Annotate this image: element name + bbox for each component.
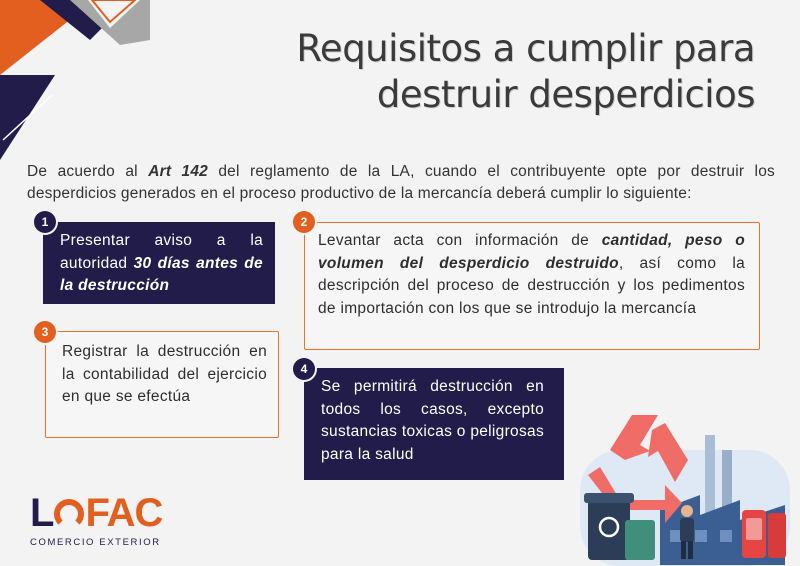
step-1-text: Presentar aviso a la autoridad (60, 232, 263, 272)
step-1-card (43, 222, 275, 304)
intro-pre: De acuerdo al (27, 163, 149, 180)
title-line-2: destruir desperdicios (376, 73, 755, 116)
logo (30, 493, 162, 548)
step-4-card (304, 368, 564, 480)
logo-tagline: COMERCIO EXTERIOR (30, 537, 161, 548)
step-4-number: 4 (293, 358, 315, 380)
logo-letter-l: L (30, 491, 54, 535)
step-2-number: 2 (293, 211, 315, 233)
logo-o-ring-icon (54, 499, 84, 529)
step-4-text: Se permitirá destrucción en todos los casos, excepto sustancias toxicas o peligrosas para la salud (321, 378, 544, 463)
step-3-text: Registrar la destrucción en la contabilidad del ejercicio en que se efectúa (62, 343, 267, 405)
recycling-illustration (570, 405, 800, 566)
step-2-card (304, 222, 760, 350)
step-2-post: , así como la descripción del proceso de destrucción y los pedimentos de importación con los que se introdujo la mercancía (318, 254, 745, 317)
step-1-number: 1 (34, 211, 56, 233)
step-3-card (45, 331, 279, 438)
step-2-bold: cantidad, peso o volumen del desperdicio destruido (318, 232, 745, 272)
step-2-text: Levantar acta con información de (318, 232, 602, 249)
green-bin-icon (625, 520, 655, 560)
logo-fac: FAC (85, 491, 163, 535)
corner-decoration (0, 0, 160, 170)
intro-paragraph (27, 161, 775, 205)
title-line-1: Requisitos a cumplir para (296, 27, 755, 70)
intro-article: Art 142 (148, 163, 208, 180)
intro-post: del reglamento de la LA, cuando el contribuyente opte por destruir los desperdicios generados en el proceso productivo de la mercancía deberá cumplir lo siguiente: (27, 163, 775, 202)
can-icon (742, 510, 786, 558)
step-3-number: 3 (34, 321, 56, 343)
step-1-bold: 30 días antes de la destrucción (60, 254, 263, 294)
page-title (235, 26, 755, 118)
